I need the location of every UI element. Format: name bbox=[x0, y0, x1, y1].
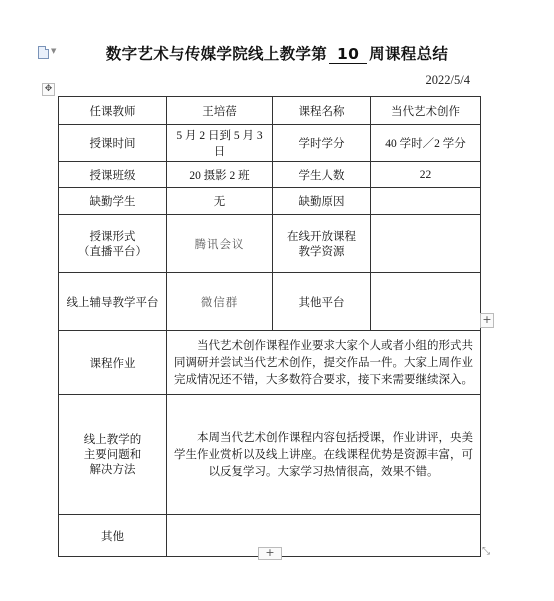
other-platform-value[interactable] bbox=[371, 273, 481, 331]
issues-label bbox=[59, 395, 167, 515]
table-row bbox=[59, 125, 481, 162]
tutoring-platform-value[interactable]: 微信群 bbox=[167, 273, 273, 331]
table-row bbox=[59, 331, 481, 395]
title-prefix: 数字艺术与传媒学院线上教学第 bbox=[105, 45, 327, 63]
student-count-label: 学生人数 bbox=[273, 162, 371, 188]
other-value[interactable] bbox=[167, 515, 481, 557]
table-row bbox=[59, 162, 481, 188]
teaching-form-label bbox=[59, 215, 167, 273]
open-resources-value[interactable] bbox=[371, 215, 481, 273]
homework-label: 课程作业 bbox=[59, 331, 167, 395]
issues-label-line1: 线上教学的 bbox=[83, 432, 142, 446]
student-count-value[interactable]: 22 bbox=[371, 162, 481, 188]
other-platform-label: 其他平台 bbox=[273, 273, 371, 331]
teaching-form-label-line2: （直播平台） bbox=[78, 243, 147, 258]
teacher-value[interactable]: 王培蓓 bbox=[167, 97, 273, 125]
chevron-down-icon[interactable]: ▼ bbox=[51, 47, 57, 55]
resize-diagonal-icon[interactable]: ⤡ bbox=[482, 546, 490, 557]
class-time-label: 授课时间 bbox=[59, 125, 167, 162]
table-row bbox=[59, 215, 481, 273]
credit-hours-value[interactable]: 40 学时／2 学分 bbox=[371, 125, 481, 162]
class-group-label: 授课班级 bbox=[59, 162, 167, 188]
other-label: 其他 bbox=[59, 515, 167, 557]
teaching-form-value[interactable]: 腾讯会议 bbox=[167, 215, 273, 273]
tutoring-platform-label: 线上辅导教学平台 bbox=[59, 273, 167, 331]
class-group-value[interactable]: 20 摄影 2 班 bbox=[167, 162, 273, 188]
issues-text[interactable]: 本周当代艺术创作课程内容包括授课，作业讲评，央美学生作业赏析以及线上讲座。在线课程优势是资源丰富，可以反复学习。大家学习热情很高，效果不错。 bbox=[167, 395, 481, 515]
absent-students-value[interactable]: 无 bbox=[167, 188, 273, 215]
course-name-value[interactable]: 当代艺术创作 bbox=[371, 97, 481, 125]
issues-label-line3: 解决方法 bbox=[89, 462, 136, 476]
issues-label-line2: 主要问题和 bbox=[83, 447, 142, 461]
plus-icon[interactable]: + bbox=[258, 547, 282, 560]
table-row bbox=[59, 97, 481, 125]
week-number: 10 bbox=[329, 45, 367, 64]
table-row bbox=[59, 273, 481, 331]
plus-icon[interactable]: + bbox=[480, 313, 494, 328]
class-time-value[interactable]: 5 月 2 日到 5 月 3 日 bbox=[167, 125, 273, 162]
table-row bbox=[59, 188, 481, 215]
title-suffix: 周课程总结 bbox=[369, 45, 449, 63]
course-name-label: 课程名称 bbox=[273, 97, 371, 125]
absence-reason-value[interactable] bbox=[371, 188, 481, 215]
open-resources-label-line2: 教学资源 bbox=[298, 243, 345, 258]
teaching-form-label-line1: 授课形式 bbox=[89, 228, 136, 243]
absent-students-label: 缺勤学生 bbox=[59, 188, 167, 215]
teacher-label: 任课教师 bbox=[59, 97, 167, 125]
move-cross-icon[interactable]: ✥ bbox=[42, 83, 55, 96]
homework-text[interactable]: 当代艺术创作课程作业要求大家个人或者小组的形式共同调研并尝试当代艺术创作，提交作品一件。大家上周作业完成情况还不错，大多数符合要求，接下来需要继续深入。 bbox=[167, 331, 481, 395]
open-resources-label bbox=[273, 215, 371, 273]
open-resources-label-line1: 在线开放课程 bbox=[287, 228, 356, 243]
document-date: 2022/5/4 bbox=[425, 73, 470, 87]
course-summary-table bbox=[58, 96, 481, 557]
absence-reason-label: 缺勤原因 bbox=[273, 188, 371, 215]
page-title bbox=[0, 42, 554, 64]
credit-hours-label: 学时学分 bbox=[273, 125, 371, 162]
table-row bbox=[59, 395, 481, 515]
